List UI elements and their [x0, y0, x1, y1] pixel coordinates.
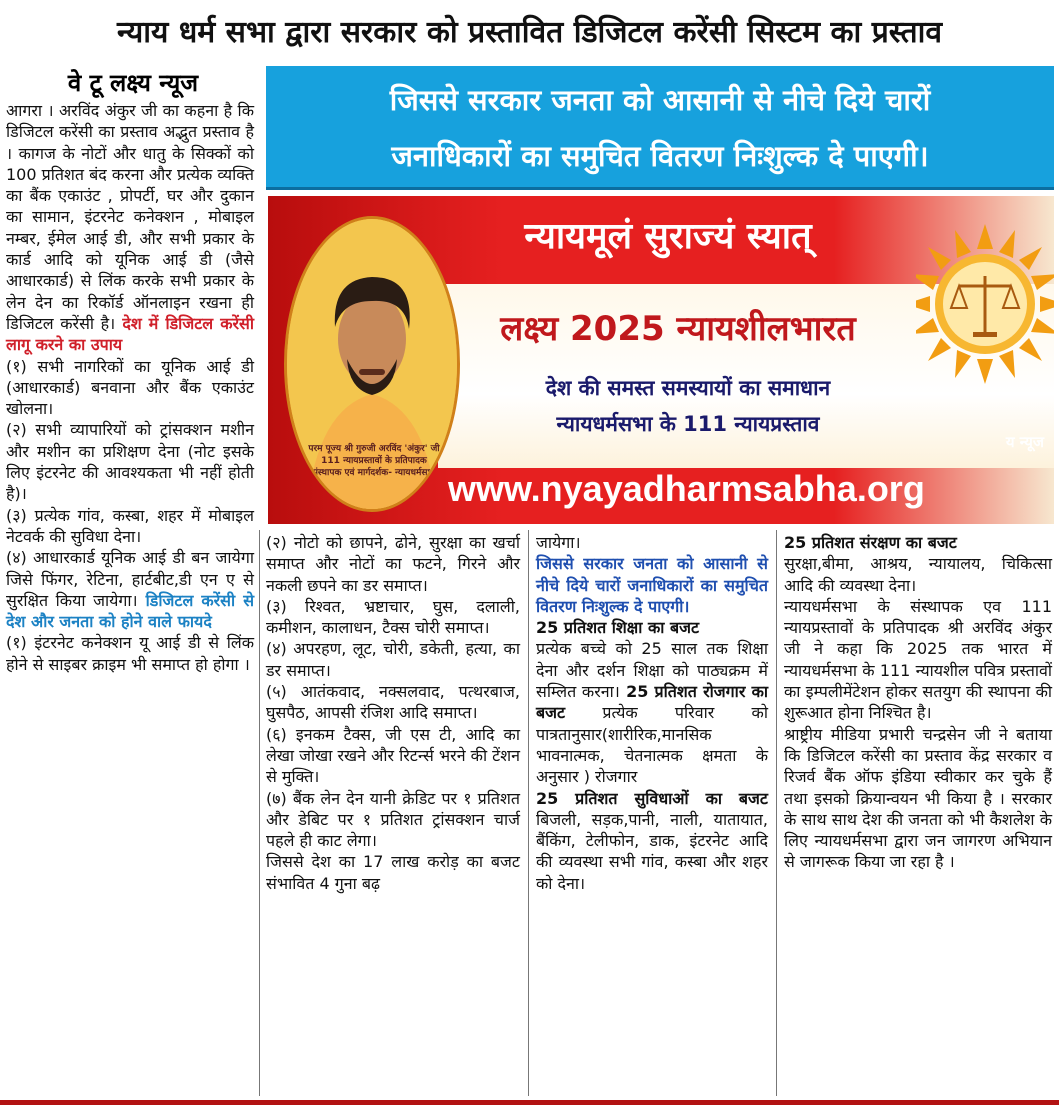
column-divider-3 — [776, 530, 777, 1096]
highlight-box — [266, 66, 1054, 190]
headline: न्याय धर्म सभा द्वारा सरकार को प्रस्तावित डिजिटल करेंसी सिस्टम का प्रस्ताव — [116, 15, 943, 50]
banner-subtitle-2: न्यायधर्मसभा के 111 न्यायप्रस्ताव — [556, 412, 820, 436]
col3-education-text: प्रत्येक बच्चे को 25 साल तक शिक्षा देना और दर्शन शिक्षा को पाठ्यक्रम में सम्लित करना। — [536, 639, 768, 702]
col1-subheading-teal: डिजिटल करेंसी से देश और जनता को होने वाले फायदे — [6, 590, 255, 632]
byline: वे टू लक्ष्य न्यूज — [67, 69, 199, 97]
article-column-1 — [6, 100, 254, 675]
banner-website-url: www.nyayadharmsabha.org — [448, 468, 925, 509]
col1-point-1: (१) सभी नागरिकों का यूनिक आई डी (आधारकार्ड) बनवाना और बैंक एकाउंट खोलना। — [6, 356, 254, 419]
highlight-line-1: जिससे सरकार जनता को आसानी से नीचे दिये चारों — [389, 83, 931, 117]
col1-intro: आगरा । अरविंद अंकुर जी का कहना है कि डिजिटल करेंसी का प्रस्ताव अद्भुत प्रस्ताव है । कागज के नोटों और धातु के सिक्कों को 100 प्रतिशत बंद करना और प्रत्येक व्यक्ति का बैंक एकाउंट , प्रोपर्टी, घर और दुकान का सामान, इंटरनेट कनेक्शन , मोबाइल नम्बर, ईमेल आई डी, और सभी प्रकार के कार्ड आदि को यूनिक आई डी (जैसे आधारकार्ड) से लिंक करके सभी प्रकार के लेन देन का रिकॉर्ड ऑनलाइन रखना ही डिजिटल करेंसी है। — [6, 101, 254, 333]
col2-budget-text: जिससे देश का 17 लाख करोड़ का बजट संभावित 4 गुना बढ़ — [266, 852, 520, 893]
portrait-caption — [299, 443, 449, 479]
bottom-rule — [0, 1100, 1059, 1105]
justice-sun-logo-icon — [916, 214, 1054, 404]
banner-corner-text: य न्यूज — [1005, 433, 1044, 451]
portrait-photo — [284, 216, 460, 512]
col1-subheading-red: देश में डिजिटल करेंसी लागू करने का उपाय — [6, 313, 254, 355]
caption-line-1: परम पूज्य श्री गुरुजी अरविंद 'अंकुर' जी — [308, 444, 440, 454]
column-divider-2 — [528, 530, 529, 1096]
col3-heading-facilities: 25 प्रतिशत सुविधाओं का बजट — [536, 788, 768, 808]
banner-goal-title: लक्ष्य 2025 न्यायशीलभारत — [500, 309, 856, 349]
col2-point-7: (७) बैंक लेन देन यानी क्रेडिट पर १ प्रतिशत और डेबिट पर १ प्रतिशत ट्रांसक्शन चार्ज पहले ही काट लेगा। — [266, 788, 520, 851]
col1-point-3: (३) प्रत्येक गांव, कस्बा, शहर में मोबाइल नेटवर्क की सुविधा देना। — [6, 505, 254, 546]
caption-line-2: 111 न्यायप्रस्तावों के प्रतिपादक — [321, 456, 427, 466]
article-column-4 — [784, 532, 1052, 873]
col3-heading-employment: 25 प्रतिशत रोजगार का बजट — [536, 682, 768, 723]
banner-advertisement — [268, 196, 1054, 524]
banner-motto: न्यायमूलं सुराज्यं स्यात् — [524, 216, 812, 257]
col1-benefit-1: (१) इंटरनेट कनेक्शन यू आई डी से लिंक होने से साइबर क्राइम भी समाप्त हो होगा । — [6, 633, 254, 674]
highlight-line-2: जनाधिकारों का समुचित वितरण निःशुल्क दे पाएगी। — [391, 139, 929, 173]
column-divider-1 — [259, 530, 260, 1096]
article-column-2 — [266, 532, 520, 894]
col3-facilities-text: बिजली, सड़क,पानी, नाली, यातायात, बैंकिंग, टेलीफोन, डाक, इंटरनेट आदि की व्यवस्था सभी गांव, कस्बा और शहर को देना। — [536, 809, 768, 893]
col2-point-4: (४) अपरहण, लूट, चोरी, डकेती, हत्या, का डर समाप्त। — [266, 639, 520, 680]
col1-point-2: (२) सभी व्यापारियों को ट्रांसक्शन मशीन और मशीन का प्रशिक्षण देना (नोट इसके लिए इंटरनेट की आवश्यकता भी नहीं होती है)। — [6, 420, 254, 504]
col2-point-6: (६) इनकम टैक्स, जी एस टी, आदि का लेखा जोखा रखने और रिटर्न्स भरने की टेंशन से मुक्ति। — [266, 724, 521, 787]
col3-highlight-blue: जिससे सरकार जनता को आसानी से नीचे दिये चारों जनाधिकारों का समुचित वितरण निःशुल्क दे पाएगी। — [536, 554, 768, 616]
col2-point-3: (३) रिश्वत, भ्रष्टाचार, घुस, दलाली, कमीशन, कालाधन, टैक्स चोरी समाप्त। — [266, 596, 520, 638]
col3-employment-text: प्रत्येक परिवार को पात्रतानुसार(शारीरिक,मानसिक भावनात्मक, चेतनात्मक क्षमता के अनुसार ) रोजगार — [536, 703, 768, 787]
col2-point-5: (५) आतंकवाद, नक्सलवाद, पत्थरबाज, घुसपैठ, आपसी रंजिश आदि समाप्त। — [266, 682, 520, 723]
col4-media-statement: श्राष्ट्रीय मीडिया प्रभारी चन्द्रसेन जी ने बताया कि डिजिटल करेंसी का प्रस्ताव केंद्र सरकार व रिजर्व बैंक ऑफ इंडिया स्वीकार कर चुके हैं तथा इसको क्रियान्वयन भी किया है । सरकार के साथ साथ देश की जनता को भी कैशलेश के लिए न्यायधर्मसभा द्वारा जन जागरण अभियान से जागरूक किया जा रहा है । — [784, 724, 1052, 872]
col4-founder-quote: न्यायधर्मसभा के संस्थापक एव 111 न्यायप्रस्तावों के प्रतिपादक श्री अरविंद अंकुर जी ने कहा कि 2025 तक भारत में न्यायधर्मसभा के 111 न्यायशील पवित्र प्रस्तावों का इम्पलीमेंटेशन होकर सतयुग की स्थापना की शुरूआत होना निश्चित है। — [784, 596, 1052, 723]
col4-heading-protection: 25 प्रतिशत संरक्षण का बजट — [784, 533, 957, 552]
col1-point-4: (४) आधारकार्ड यूनिक आई डी बन जायेगा जिसे फिंगर, रेटिना, हार्टबीट,डी एन ए से सुरक्षित किया जायेगा। — [6, 548, 254, 610]
col2-point-2: (२) नोटो को छापने, ढोने, सुरक्षा का खर्चा समाप्त और नोटों का फटने, गिरने और नकली छपने का डर समाप्त। — [266, 533, 520, 595]
caption-line-3: संस्थापक एवं मार्गदर्शक- न्यायधर्मसभा — [311, 468, 437, 478]
banner-subtitle-1: देश की समस्त समस्यायों का समाधान — [545, 376, 831, 400]
col3-heading-education: 25 प्रतिशत शिक्षा का बजट — [536, 618, 700, 638]
article-column-3 — [536, 532, 768, 894]
col4-protection-text: सुरक्षा,बीमा, आश्रय, न्यायालय, चिकित्सा आदि की व्यवस्था देना। — [784, 554, 1052, 595]
col3-continuation: जायेगा। — [536, 533, 581, 552]
